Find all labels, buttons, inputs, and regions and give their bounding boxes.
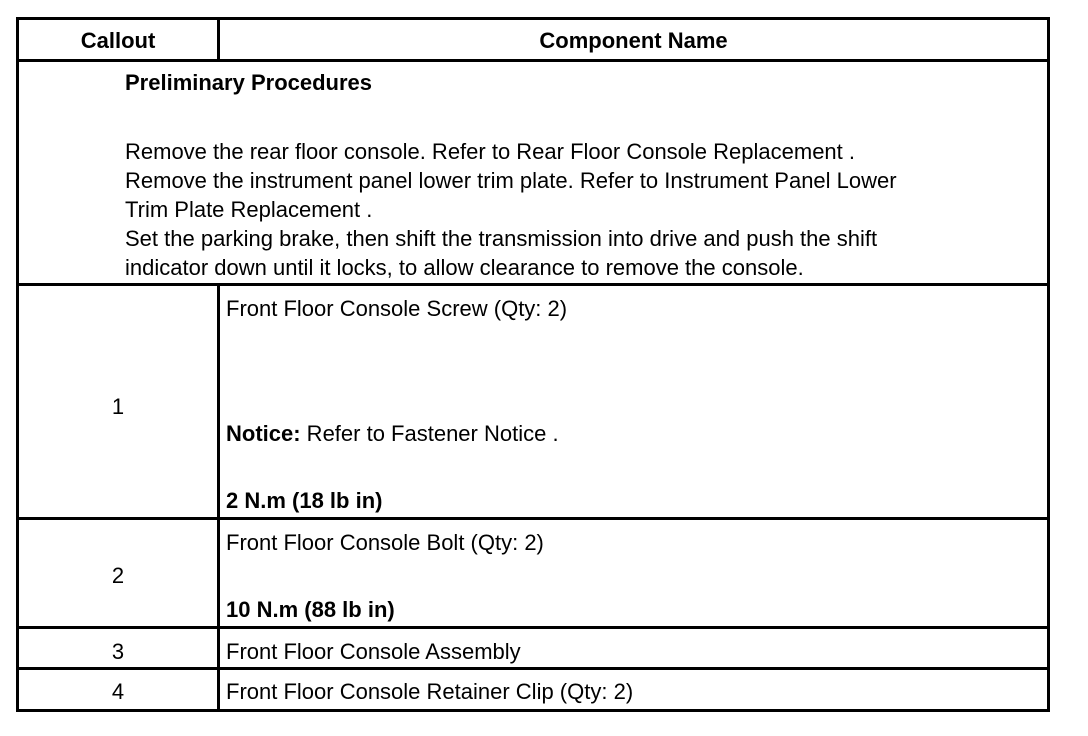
preliminary-heading: Preliminary Procedures [125, 70, 373, 95]
preliminary-line: Trim Plate Replacement . [125, 197, 373, 222]
preliminary-line: Remove the instrument panel lower trim plate. Refer to Instrument Panel Lower [125, 168, 897, 193]
row-4-callout: 4 [111, 679, 125, 704]
notice-text: Refer to Fastener Notice . [300, 421, 559, 446]
procedure-table [16, 17, 1050, 712]
preliminary-line: Set the parking brake, then shift the transmission into drive and push the shift [125, 226, 878, 251]
row-3-divider [19, 667, 1047, 670]
row-2-callout: 2 [111, 563, 125, 588]
row-1-callout: 1 [111, 394, 125, 419]
row-4-component-name: Front Floor Console Retainer Clip (Qty: 2) [226, 679, 634, 704]
column-divider-body [217, 283, 220, 709]
preliminary-line: indicator down until it locks, to allow clearance to remove the console. [125, 255, 804, 280]
row-3-component-name: Front Floor Console Assembly [226, 639, 521, 664]
row-2-torque: 10 N.m (88 lb in) [226, 597, 395, 622]
header-component-name: Component Name [539, 28, 728, 53]
row-1-component-name: Front Floor Console Screw (Qty: 2) [226, 296, 568, 321]
row-2-component-name: Front Floor Console Bolt (Qty: 2) [226, 530, 544, 555]
row-3-callout: 3 [111, 639, 125, 664]
row-1-notice [226, 419, 559, 448]
preliminary-divider [19, 283, 1047, 286]
row-2-divider [19, 626, 1047, 629]
header-divider [19, 59, 1047, 62]
preliminary-line: Remove the rear floor console. Refer to Rear Floor Console Replacement . [125, 139, 856, 164]
row-1-divider [19, 517, 1047, 520]
row-1-torque: 2 N.m (18 lb in) [226, 488, 383, 513]
header-callout: Callout [80, 28, 156, 53]
notice-label: Notice: [226, 421, 301, 446]
